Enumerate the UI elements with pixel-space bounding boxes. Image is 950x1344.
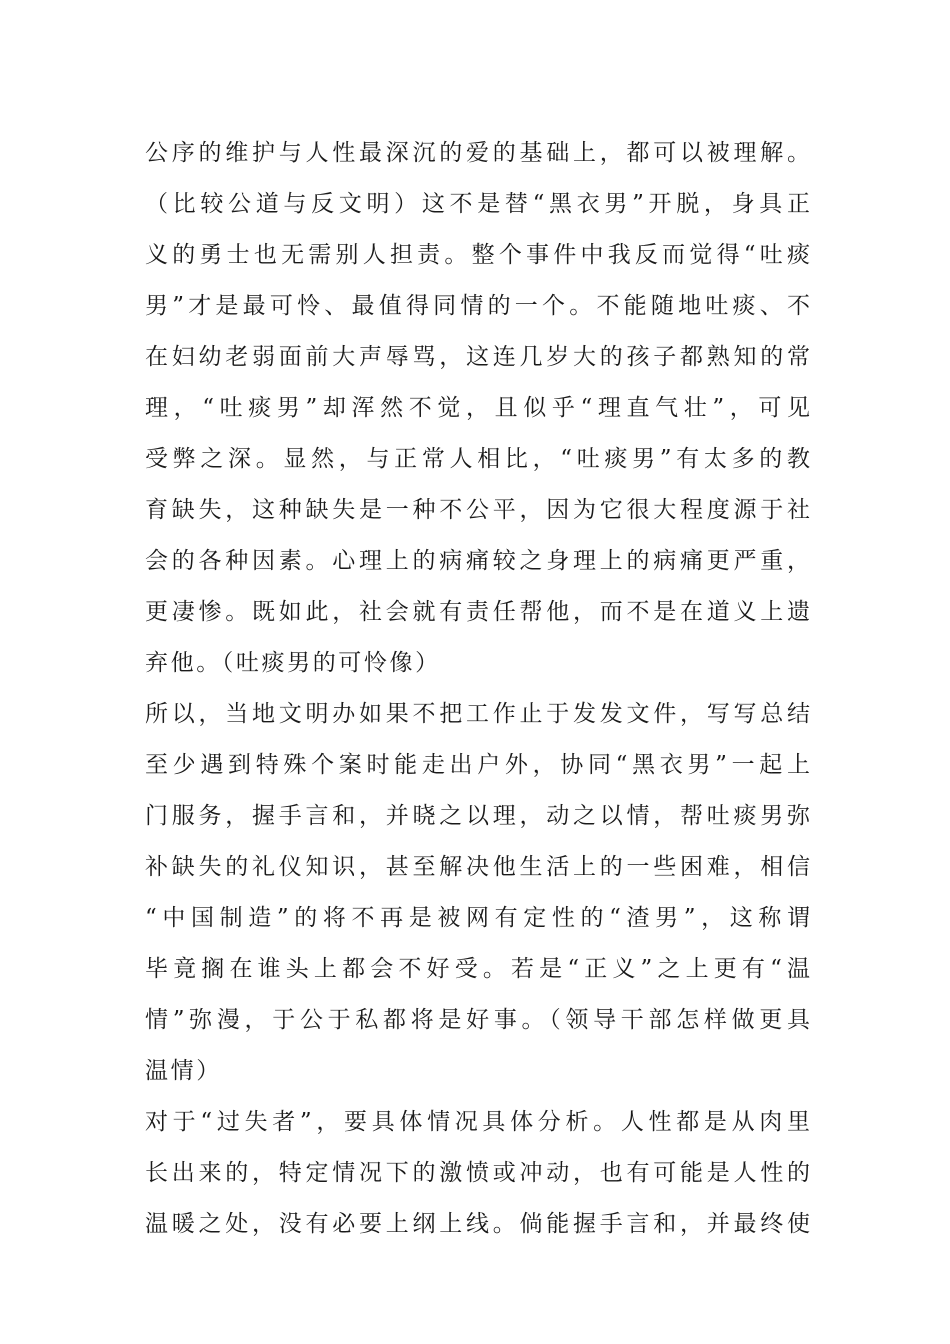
text-line: 温情） bbox=[145, 1058, 222, 1084]
text-line: 情”弥漫，于公于私都将是好事。（领导干部怎样做更具 bbox=[145, 1007, 810, 1033]
text-line: 公序的维护与人性最深沉的爱的基础上，都可以被理解。 bbox=[145, 140, 810, 166]
text-line: 对于“过失者”，要具体情况具体分析。人性都是从肉里 bbox=[145, 1109, 810, 1135]
text-line: 在妇幼老弱面前大声辱骂，这连几岁大的孩子都熟知的常 bbox=[145, 344, 810, 370]
text-line: 弃他。（吐痰男的可怜像） bbox=[145, 650, 441, 676]
text-line: 理，“吐痰男”却浑然不觉，且似乎“理直气壮”，可见 bbox=[145, 395, 810, 421]
text-line: 温暖之处，没有必要上纲上线。倘能握手言和，并最终使 bbox=[145, 1211, 810, 1237]
text-line: 长出来的，特定情况下的激愤或冲动，也有可能是人性的 bbox=[145, 1160, 810, 1186]
text-line: （比较公道与反文明）这不是替“黑衣男”开脱，身具正 bbox=[145, 191, 810, 217]
text-line: 受弊之深。显然，与正常人相比，“吐痰男”有太多的教 bbox=[145, 446, 810, 472]
document-body bbox=[145, 128, 810, 1250]
text-line: 至少遇到特殊个案时能走出户外，协同“黑衣男”一起上 bbox=[145, 752, 810, 778]
text-line: 育缺失，这种缺失是一种不公平，因为它很大程度源于社 bbox=[145, 497, 810, 523]
text-line: 更凄惨。既如此，社会就有责任帮他，而不是在道义上遗 bbox=[145, 599, 810, 625]
text-line: 会的各种因素。心理上的病痛较之身理上的病痛更严重， bbox=[145, 548, 810, 574]
text-line: 门服务，握手言和，并晓之以理，动之以情，帮吐痰男弥 bbox=[145, 803, 810, 829]
text-line: 毕竟搁在谁头上都会不好受。若是“正义”之上更有“温 bbox=[145, 956, 810, 982]
text-line: 男”才是最可怜、最值得同情的一个。不能随地吐痰、不 bbox=[145, 293, 810, 319]
text-line: 补缺失的礼仪知识，甚至解决他生活上的一些困难，相信 bbox=[145, 854, 810, 880]
text-line: 义的勇士也无需别人担责。整个事件中我反而觉得“吐痰 bbox=[145, 242, 810, 268]
text-line: “中国制造”的将不再是被网有定性的“渣男”，这称谓 bbox=[145, 905, 810, 931]
text-line: 所以，当地文明办如果不把工作止于发发文件，写写总结 bbox=[145, 701, 810, 727]
